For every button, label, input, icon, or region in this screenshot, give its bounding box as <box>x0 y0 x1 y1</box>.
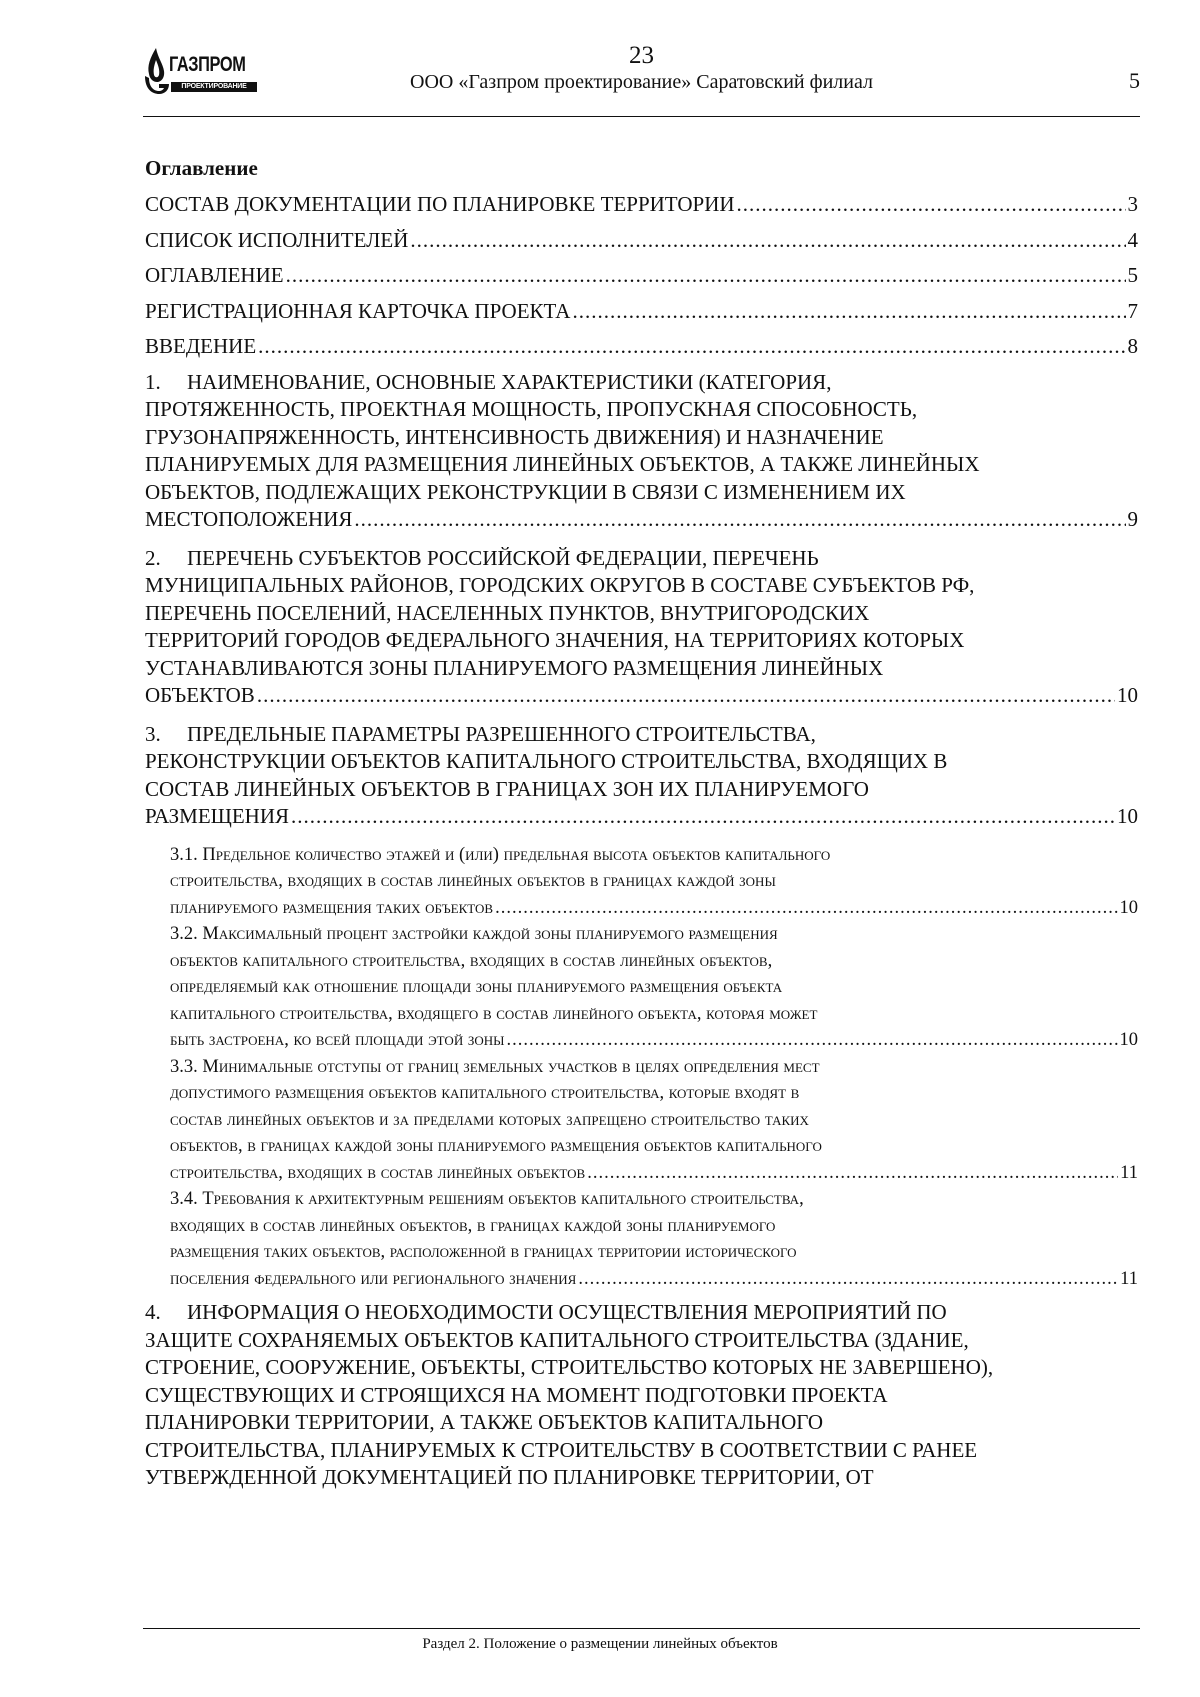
toc-entry-line: СТРОЕНИЕ, СООРУЖЕНИЕ, ОБЪЕКТЫ, СТРОИТЕЛЬСТВО КОТОРЫХ НЕ ЗАВЕРШЕНО), <box>145 1355 994 1379</box>
toc-entry-text: ОГЛАВЛЕНИЕ <box>145 263 284 287</box>
toc-page-number: 8 <box>1127 334 1138 358</box>
toc-entry-line: строительства, входящих в состав линейных объектов в границах каждой зоны <box>170 871 776 891</box>
toc-entry-line: 3.1. Предельное количество этажей и (или) предельная высота объектов капитального <box>170 844 831 865</box>
toc-subentry-3-2[interactable] <box>145 921 1138 1054</box>
dot-leader <box>506 1027 1117 1054</box>
toc-entry-section-4[interactable] <box>145 1299 1138 1492</box>
toc-entry-line: 2. ПЕРЕЧЕНЬ СУБЪЕКТОВ РОССИЙСКОЙ ФЕДЕРАЦИИ, ПЕРЕЧЕНЬ <box>145 545 1138 573</box>
dot-leader <box>578 1266 1118 1293</box>
toc-entry-line: РЕКОНСТРУКЦИИ ОБЪЕКТОВ КАПИТАЛЬНОГО СТРОИТЕЛЬСТВА, ВХОДЯЩИХ В <box>145 749 948 773</box>
toc-page-number: 5 <box>1127 263 1138 287</box>
toc-page-number: 10 <box>1117 804 1138 828</box>
dot-leader <box>495 895 1117 922</box>
dot-leader <box>258 333 1125 361</box>
section-number: 1. <box>145 369 161 394</box>
toc-entry-line: ОБЪЕКТОВ, ПОДЛЕЖАЩИХ РЕКОНСТРУКЦИИ В СВЯЗИ С ИЗМЕНЕНИЕМ ИХ <box>145 479 906 504</box>
toc-entry-line: РАЗМЕЩЕНИЯ <box>145 804 290 828</box>
toc-page-number: 11 <box>1120 1162 1138 1183</box>
page-header <box>143 38 1140 118</box>
toc-entry-line: 3.3. Минимальные отступы от границ земельных участков в целях определения мест <box>170 1056 820 1077</box>
section-number: 2. <box>145 545 161 570</box>
toc-entry-section-1[interactable] <box>145 369 1138 534</box>
dot-leader <box>286 262 1126 290</box>
sheet-number: 5 <box>1129 68 1140 93</box>
section-number: 3. <box>145 721 161 746</box>
toc-entry-line: УСТАНАВЛИВАЮТСЯ ЗОНЫ ПЛАНИРУЕМОГО РАЗМЕЩЕНИЯ ЛИНЕЙНЫХ <box>145 655 884 680</box>
page-footer: Раздел 2. Положение о размещении линейных объектов <box>422 1636 778 1652</box>
toc-entry[interactable] <box>145 298 1138 326</box>
toc-entry-line: СТРОИТЕЛЬСТВА, ПЛАНИРУЕМЫХ К СТРОИТЕЛЬСТВУ В СООТВЕТСТВИИ С РАНЕЕ <box>145 1437 978 1462</box>
toc-subentry-3-4[interactable] <box>145 1186 1138 1292</box>
page-number-top: 23 <box>629 42 654 69</box>
toc-subsection-list <box>145 842 1138 1293</box>
toc-entry[interactable] <box>145 191 1138 219</box>
dot-leader <box>737 191 1126 219</box>
toc-entry-line: 3. ПРЕДЕЛЬНЫЕ ПАРАМЕТРЫ РАЗРЕШЕННОГО СТРОИТЕЛЬСТВА, <box>145 721 1138 749</box>
toc-entry-section-3[interactable] <box>145 721 1138 831</box>
dot-leader <box>291 803 1115 831</box>
logo-wordmark: ГАЗПРОМ <box>169 53 246 76</box>
toc-entry-line: поселения федерального или регионального значения <box>170 1268 577 1289</box>
toc-entry-line: ПЛАНИРОВКИ ТЕРРИТОРИИ, А ТАКЖЕ ОБЪЕКТОВ КАПИТАЛЬНОГО <box>145 1410 824 1434</box>
toc-entry-line: ТЕРРИТОРИЙ ГОРОДОВ ФЕДЕРАЛЬНОГО ЗНАЧЕНИЯ, НА ТЕРРИТОРИЯХ КОТОРЫХ <box>145 628 965 652</box>
toc-entry-line: ПЕРЕЧЕНЬ ПОСЕЛЕНИЙ, НАСЕЛЕННЫХ ПУНКТОВ, ВНУТРИГОРОДСКИХ <box>145 600 870 625</box>
toc-page-number: 4 <box>1127 227 1138 252</box>
toc-entry-line: объектов, в границах каждой зоны планируемого размещения объектов капитального <box>170 1136 822 1156</box>
toc-subentry-3-1[interactable] <box>145 842 1138 922</box>
toc-page-number: 3 <box>1127 192 1138 216</box>
company-name: ООО «Газпром проектирование» Саратовский филиал <box>410 71 873 93</box>
toc-entry-line: входящих в состав линейных объектов, в границах каждой зоны планируемого <box>170 1215 776 1236</box>
toc-entry-line: ЗАЩИТЕ СОХРАНЯЕМЫХ ОБЪЕКТОВ КАПИТАЛЬНОГО СТРОИТЕЛЬСТВА (ЗДАНИЕ, <box>145 1327 969 1352</box>
toc-entry[interactable] <box>145 262 1138 290</box>
toc-page-number: 10 <box>1119 897 1138 918</box>
toc-entry-line: определяемый как отношение площади зоны планируемого размещения объекта <box>170 977 783 997</box>
toc-entry-line: капитального строительства, входящего в состав линейного объекта, которая может <box>170 1003 818 1024</box>
dot-leader <box>257 682 1115 710</box>
toc-entry-line: допустимого размещения объектов капитального строительства, которые входят в <box>170 1083 800 1103</box>
toc-title: Оглавление <box>145 156 258 180</box>
toc-entry-line: быть застроена, ко всей площади этой зоны <box>170 1030 505 1050</box>
toc-entry-line: ПЛАНИРУЕМЫХ ДЛЯ РАЗМЕЩЕНИЯ ЛИНЕЙНЫХ ОБЪЕКТОВ, А ТАКЖЕ ЛИНЕЙНЫХ <box>145 452 980 476</box>
toc-entry-line: СУЩЕСТВУЮЩИХ И СТРОЯЩИХСЯ НА МОМЕНТ ПОДГОТОВКИ ПРОЕКТА <box>145 1382 888 1407</box>
toc-entry-line: СОСТАВ ЛИНЕЙНЫХ ОБЪЕКТОВ В ГРАНИЦАХ ЗОН ИХ ПЛАНИРУЕМОГО <box>145 776 869 801</box>
logo-subtitle: ПРОЕКТИРОВАНИЕ <box>171 82 257 92</box>
toc-subentry-3-3[interactable] <box>145 1054 1138 1187</box>
toc-entry-line: строительства, входящих в состав линейных объектов <box>170 1162 586 1183</box>
toc-page-number: 11 <box>1120 1268 1138 1289</box>
dot-leader <box>410 227 1125 255</box>
toc-entry[interactable] <box>145 227 1138 255</box>
header-divider <box>143 116 1140 117</box>
toc-entry-line: объектов капитального строительства, входящих в состав линейных объектов, <box>170 950 773 971</box>
toc-entry-line: планируемого размещения таких объектов <box>170 897 494 918</box>
dot-leader <box>354 506 1125 534</box>
toc-entry-line: ПРОТЯЖЕННОСТЬ, ПРОЕКТНАЯ МОЩНОСТЬ, ПРОПУСКНАЯ СПОСОБНОСТЬ, <box>145 397 918 421</box>
section-number: 4. <box>145 1300 161 1324</box>
toc-entry-line: МУНИЦИПАЛЬНЫХ РАЙОНОВ, ГОРОДСКИХ ОКРУГОВ В СОСТАВЕ СУБЪЕКТОВ РФ, <box>145 573 975 597</box>
toc-page-number: 9 <box>1127 507 1138 531</box>
table-of-contents <box>145 148 1138 1503</box>
footer-divider <box>143 1628 1140 1629</box>
toc-entry-line: размещения таких объектов, расположенной в границах территории исторического <box>170 1242 797 1262</box>
toc-entry-line: МЕСТОПОЛОЖЕНИЯ <box>145 507 353 531</box>
toc-page-number: 10 <box>1119 1030 1138 1050</box>
toc-entry-text: СПИСОК ИСПОЛНИТЕЛЕЙ <box>145 227 409 252</box>
toc-entry[interactable] <box>145 333 1138 361</box>
toc-entry-line: 4. ИНФОРМАЦИЯ О НЕОБХОДИМОСТИ ОСУЩЕСТВЛЕНИЯ МЕРОПРИЯТИЙ ПО <box>145 1299 1138 1327</box>
toc-entry-line: 3.2. Максимальный процент застройки каждой зоны планируемого размещения <box>170 924 778 944</box>
dot-leader <box>572 298 1125 326</box>
toc-page-number: 7 <box>1127 298 1138 323</box>
toc-entry-section-2[interactable] <box>145 545 1138 710</box>
toc-entry-line: состав линейных объектов и за пределами которых запрещено строительство таких <box>170 1109 809 1130</box>
toc-entry-text: РЕГИСТРАЦИОННАЯ КАРТОЧКА ПРОЕКТА <box>145 298 571 323</box>
toc-entry-line: 3.4. Требования к архитектурным решениям объектов капитального строительства, <box>170 1189 804 1209</box>
toc-entry-line: 1. НАИМЕНОВАНИЕ, ОСНОВНЫЕ ХАРАКТЕРИСТИКИ (КАТЕГОРИЯ, <box>145 369 1138 397</box>
toc-entry-line: ГРУЗОНАПРЯЖЕННОСТЬ, ИНТЕНСИВНОСТЬ ДВИЖЕНИЯ) И НАЗНАЧЕНИЕ <box>145 424 884 449</box>
toc-entry-line: УТВЕРЖДЕННОЙ ДОКУМЕНТАЦИЕЙ ПО ПЛАНИРОВКЕ ТЕРРИТОРИИ, ОТ <box>145 1465 874 1489</box>
toc-entry-text: СОСТАВ ДОКУМЕНТАЦИИ ПО ПЛАНИРОВКЕ ТЕРРИТОРИИ <box>145 192 735 216</box>
toc-entry-text: ВВЕДЕНИЕ <box>145 334 257 358</box>
toc-page-number: 10 <box>1117 683 1138 707</box>
toc-entry-line: ОБЪЕКТОВ <box>145 683 255 707</box>
dot-leader <box>587 1160 1118 1187</box>
